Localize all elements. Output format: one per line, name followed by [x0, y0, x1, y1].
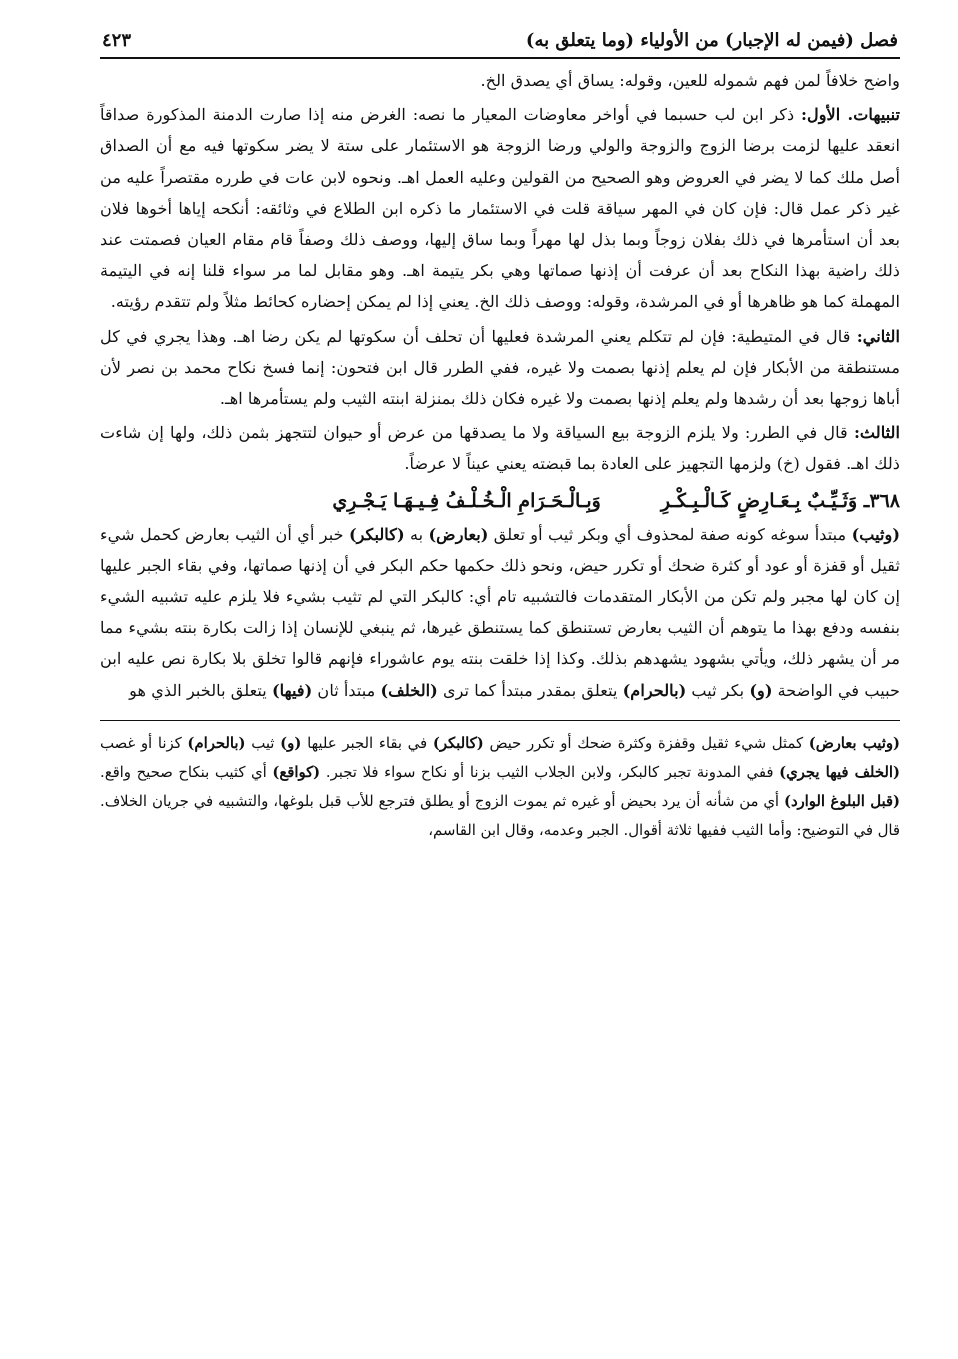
highlighted-term: (و): [280, 734, 302, 752]
paragraph-lead: تنبيهات. الأول:: [800, 105, 900, 125]
footnote: [100, 729, 900, 845]
paragraph-body: ذكر ابن لب حسبما في أواخر معاوضات المعيار ما نصه: الغرض منه إذا صارت الدمنة المذكورة صداقاً انعقد عليها لزمت برضا الزوج والزوجة والولي ورضا الزوجة هو الاستئمار على ستة لا يضر سكوتها فيه مع أن الصداق أصل ملك كما لا يضر في العروض وهو الصحيح من القولين وعليه العمل اهـ. ونحوه لابن عات في طرره مقتصراً عليه من غير ذكر عمل قال: فإن كان في المهر سياقة قلت في الاستئمار ما ذكره ابن الطلاع في وثائقه: أنكحه إياها أخوها فلان بعد أن استأمرها في ذلك بفلان زوجاً وبما بذل لها مهراً وبما ساق إليها، ووصف ذلك وصفاً قام مقام العيان فصمتت عند ذلك راضية بهذا النكاح بعد أن عرفت أن إذنها صماتها وهي بكر يتيمة اهـ. وهو مقابل لما مر سواء قلنا إنه في اليتيمة المهملة كما هو ظاهرها أو في المرشدة، وقوله: ووصف ذلك الخ. يعني إذا لم يمكن إحضاره كحائط مثلاً ولم تتقدم رؤيته.: [100, 105, 900, 312]
text-run: مبتدأ سوغه كونه صفة لمحذوف أي وبكر ثيب أو تعلق: [488, 524, 852, 544]
text-run: ففي المدونة تجبر كالبكر، ولابن الجلاب الثيب بزنا أو نكاح سواء فلا تجبر.: [320, 763, 780, 781]
running-header: [100, 30, 900, 59]
highlighted-term: (كالبكر): [432, 734, 484, 752]
verse-second-hemistich: وَبِـالْـحَـرَامِ الْـخُـلْـفُ فِـيـهَـا يَـجْـرِي: [332, 489, 601, 512]
text-run: به: [404, 524, 429, 544]
text-run: ثيب: [245, 734, 281, 752]
verse-commentary: [100, 519, 900, 706]
text-run: مبتدأ ثان: [312, 680, 381, 700]
highlighted-term: (وثيب): [851, 524, 900, 544]
verse-first-hemistich: ٣٦٨ـ وَثَـيِّـبٌ بِـعَـارِضٍ كَـالْـبِـكْـرِ: [660, 489, 900, 512]
text-run: أي من شأنه أن يرد بحيض أو غيره ثم يموت الزوج أو يطلق فترجع للأب قبل بلوغها، والتشبيه في جريان الخلاف. قال في التوضيح: وأما الثيب ففيها ثلاثة أقوال. الجبر وعدمه، وقال ابن القاسم،: [100, 792, 900, 839]
paragraph-body: قال في المتيطية: فإن لم تتكلم يعني المرشدة فعليها أن تحلف أن سكوتها لم يكن رضا اهـ. وهذا يجري في كل مستنطقة من الأبكار فإن لم يعلم إذنها بصمت ولا غيره، ففي الطرر قال ابن فتحون: إنما فسخ نكاح محمد بن نصر لأن أباها زوجها بعد أن رشدها ولم يعلم إذنها بصمت ولا غيره فكان ذلك بمنزلة ابنته الثيب ولم يستأمرها اهـ.: [100, 326, 900, 409]
text-run: أي كثيب بنكاح صحيح واقع.: [100, 763, 273, 781]
book-page: [100, 30, 900, 845]
highlighted-term: (وثيب بعارض): [808, 734, 900, 752]
highlighted-term: (بالحرام): [622, 680, 687, 700]
text-run: يتعلق بمقدر مبتدأ كما ترى: [437, 680, 623, 700]
text-run: كزنا أو غصب: [100, 734, 188, 752]
text-run: في بقاء الجبر عليها: [301, 734, 433, 752]
main-text: [100, 65, 900, 706]
paragraph-lead: الثاني:: [856, 326, 900, 346]
footnote-divider: [100, 720, 900, 721]
paragraph-note-third: [100, 417, 900, 479]
paragraph-note-second: [100, 321, 900, 415]
paragraph-lead: الثالث:: [853, 423, 900, 443]
paragraph-body: قال في الطرر: ولا يلزم الزوجة بيع السياقة ولا ما يصدقها من عرض أو حيوان لتتجهز بثمن ذلك، ولها إن شاءت ذلك اهـ. فقول (خ) ولزمها التجهيز على العادة بما قبضته يعني عيناً لا عرضاً.: [100, 423, 900, 474]
poem-verse: [100, 483, 900, 519]
highlighted-term: (و): [749, 680, 773, 700]
highlighted-term: (فيها): [271, 680, 313, 700]
highlighted-term: (قبل البلوغ الوارد): [783, 792, 900, 810]
paragraph-note-first: [100, 99, 900, 317]
text-run: بكر ثيب: [686, 680, 750, 700]
text-run: خبر أي أن الثيب بعارض كحمل شيء ثقيل أو قفزة أو عود أو كثرة ضحك أو تكرر حيض، ونحو ذلك حكمها حكم البكر في أن إذنها صماتها، وفي بقاء الجبر عليها إن كان لها مجبر ولم تكن من الأبكار المتقدمات فالتشبيه تام أي: كالبكر التي لم تثيب بشيء فلا يلزم عليه تشبيه الشيء بنفسه ودفع بهذا ما يتوهم أن الثيب بعارض تستنطق كما يستنطق غيرها، ثم ينبغي للإنسان إذا زالت بكارة بنته بشيء مما مر أن يشهر ذلك، ويأتي بشهود يشهدهم بذلك. وكذا إذا خلقت بنته يوم عاشوراء فإنهم قالوا تخلق بلا بكارة نص عليه ابن حبيب في الواضحة: [100, 524, 901, 700]
highlighted-term: (كالبكر): [348, 524, 405, 544]
chapter-title: فصل (فيمن له الإجبار) من الأولياء (وما يتعلق به): [525, 30, 898, 51]
page-number: ٤٢٣: [102, 30, 132, 51]
highlighted-term: (بعارض): [428, 524, 489, 544]
paragraph-body: واضح خلافاً لمن فهم شموله للعين، وقوله: يساق أي يصدق الخ.: [480, 71, 900, 90]
highlighted-term: (الخلف): [380, 680, 438, 700]
text-run: يتعلق بالخبر الذي هو: [129, 680, 272, 700]
highlighted-term: (بالحرام): [187, 734, 246, 752]
text-run: كمثل شيء ثقيل وقفزة وكثرة ضحك أو تكرر حيض: [483, 734, 809, 752]
highlighted-term: (كواقع): [272, 763, 321, 781]
highlighted-term: (الخلف فيها يجري): [779, 763, 900, 781]
paragraph-intro: [100, 65, 900, 96]
